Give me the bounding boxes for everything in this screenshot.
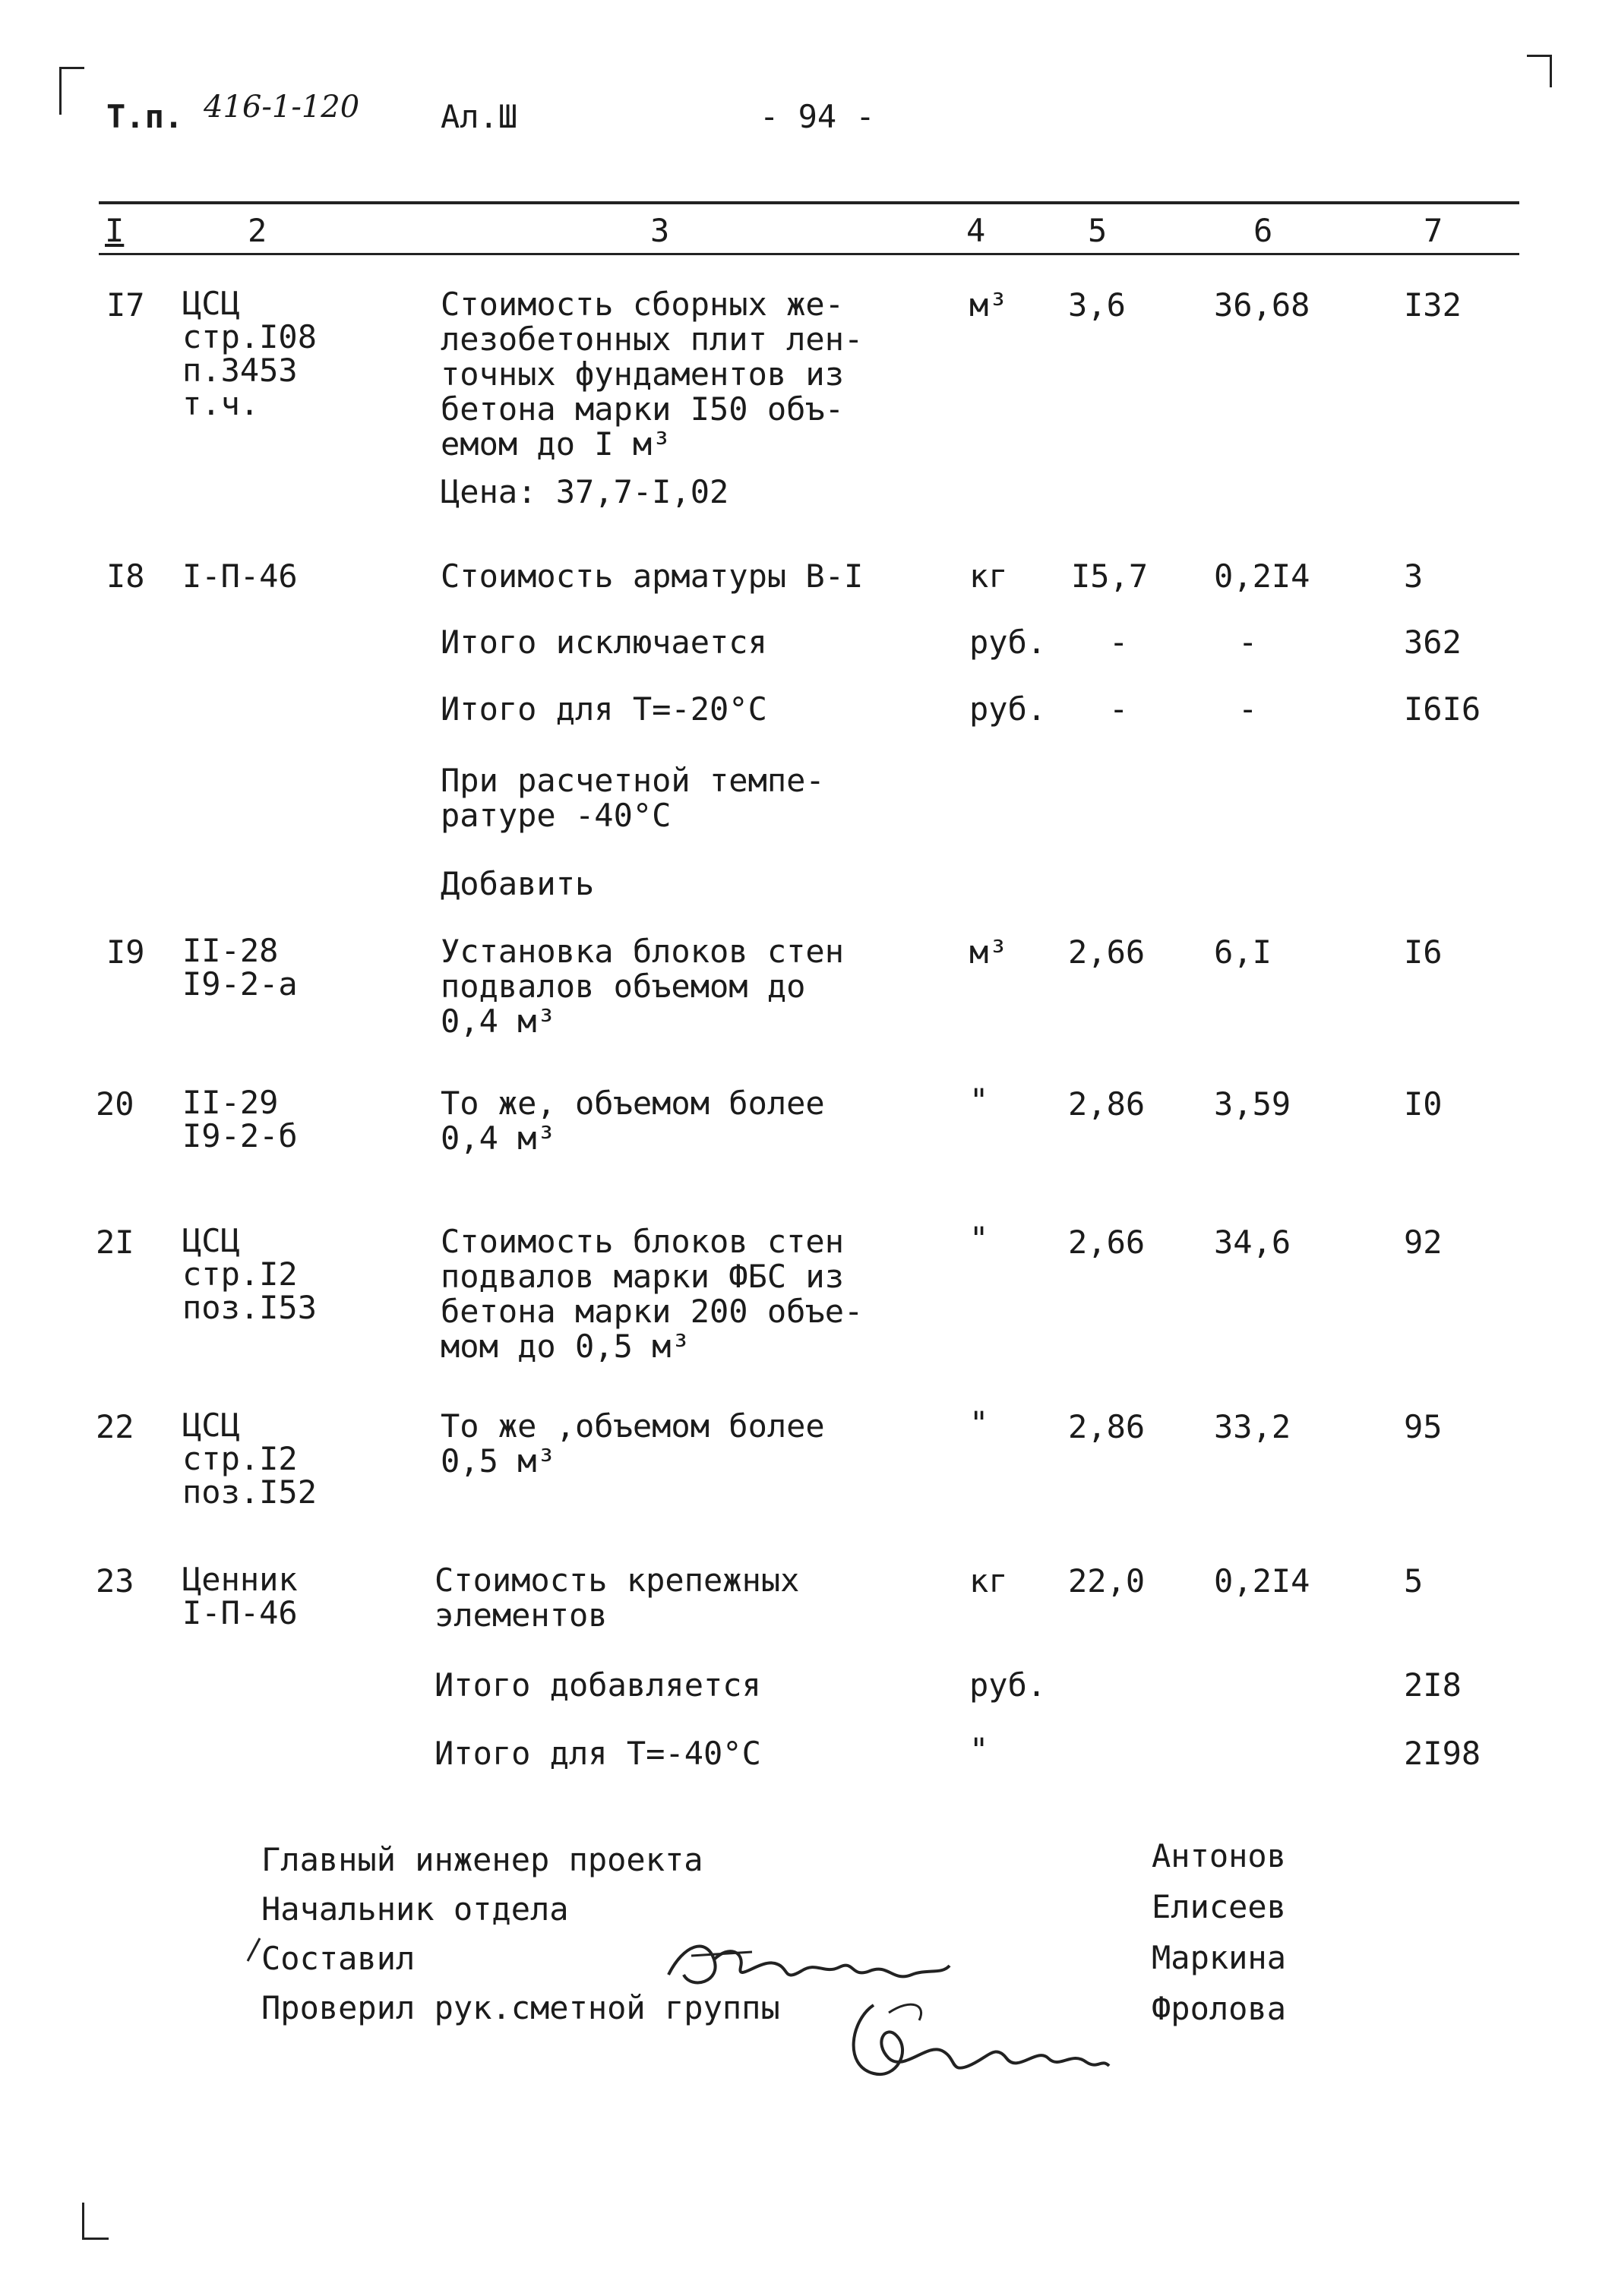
- row-code: Ценник I-П-46: [182, 1561, 298, 1631]
- row-description: То же, объемом более 0,4 м³: [441, 1085, 825, 1157]
- row-total: 2I8: [1404, 1666, 1462, 1704]
- row-number: I9: [106, 933, 145, 971]
- corner-mark-bottom-left: [82, 2203, 109, 2240]
- row-quantity: 22,0: [1068, 1562, 1146, 1600]
- row-total: 3: [1404, 557, 1424, 595]
- row-unit: ": [969, 1220, 989, 1257]
- row-description: Итого исключается: [441, 624, 767, 661]
- column-header: 6: [1253, 212, 1273, 249]
- row-price: 0,2I4: [1214, 557, 1310, 595]
- row-code: ЦСЦ стр.I08 п.3453 т.ч.: [182, 285, 318, 422]
- album-label: Ал.Ш: [441, 98, 518, 135]
- signature-name: Елисеев: [1152, 1888, 1287, 1925]
- column-header: 4: [966, 212, 986, 249]
- row-unit: кг: [969, 1562, 1008, 1600]
- row-total: I0: [1404, 1085, 1443, 1123]
- handwritten-signature: [843, 1990, 1117, 2089]
- page-number: - 94 -: [760, 98, 875, 135]
- row-unit: руб.: [969, 1666, 1047, 1704]
- column-header: 5: [1088, 212, 1108, 249]
- row-description: Установка блоков стен подвалов объемом до 0,4 м³: [441, 933, 845, 1040]
- row-price: 36,68: [1214, 286, 1310, 324]
- project-number: 416-1-120: [204, 90, 360, 125]
- row-total: 2I98: [1404, 1735, 1481, 1772]
- row-number: 20: [96, 1085, 134, 1123]
- row-quantity: I5,7: [1071, 557, 1149, 595]
- section-note: При расчетной темпе- ратуре -40°С: [441, 762, 825, 834]
- row-price: 3,59: [1214, 1085, 1291, 1123]
- signature-role: Начальник отдела: [261, 1890, 569, 1928]
- row-quantity: 2,86: [1068, 1085, 1146, 1123]
- row-code: II-29 I9-2-б: [182, 1084, 298, 1154]
- row-total: I32: [1404, 286, 1462, 324]
- row-description: Стоимость блоков стен подвалов марки ФБС из бетона марки 200 объе- мом до 0,5 м³: [441, 1223, 864, 1365]
- row-description: Итого добавляется: [435, 1666, 761, 1704]
- row-total: 95: [1404, 1408, 1443, 1445]
- row-code: I-П-46: [182, 557, 298, 595]
- row-total: I6: [1404, 933, 1443, 971]
- row-price: -: [1238, 690, 1258, 728]
- column-header: I: [105, 212, 125, 249]
- row-quantity: -: [1109, 690, 1129, 728]
- row-quantity: -: [1109, 624, 1129, 661]
- row-unit: м³: [969, 933, 1008, 971]
- row-unit: ": [969, 1731, 989, 1768]
- row-code: ЦСЦ стр.I2 поз.I52: [182, 1407, 318, 1511]
- row-number: I7: [106, 286, 145, 324]
- row-price: 34,6: [1214, 1224, 1291, 1261]
- row-price: 6,I: [1214, 933, 1272, 971]
- row-description: Итого для Т=-40°С: [435, 1735, 761, 1772]
- column-header: 2: [248, 212, 267, 249]
- row-total: 92: [1404, 1224, 1443, 1261]
- corner-mark-top-right: [1527, 55, 1552, 87]
- handwritten-signature: [661, 1929, 965, 1998]
- row-total: 362: [1404, 624, 1462, 661]
- signature-role: Составил: [261, 1940, 416, 1977]
- row-description: То же ,объемом более 0,5 м³: [441, 1407, 825, 1480]
- row-price: 0,2I4: [1214, 1562, 1310, 1600]
- row-total: 5: [1404, 1562, 1424, 1600]
- signature-name: Антонов: [1152, 1837, 1287, 1874]
- row-quantity: 2,66: [1068, 1224, 1146, 1261]
- row-note: Цена: 37,7-I,02: [441, 473, 729, 510]
- signature-name: Маркина: [1152, 1939, 1287, 1976]
- row-number: I8: [106, 557, 145, 595]
- project-prefix: Т.п.: [106, 98, 184, 135]
- column-header: 3: [650, 212, 670, 249]
- row-price: -: [1238, 624, 1258, 661]
- signature-role: Главный инженер проекта: [261, 1841, 703, 1878]
- signature-name: Фролова: [1152, 1990, 1287, 2027]
- row-code: ЦСЦ стр.I2 поз.I53: [182, 1222, 318, 1326]
- row-unit: ": [969, 1082, 989, 1119]
- row-number: 22: [96, 1408, 134, 1445]
- row-description: Стоимость сборных же- лезобетонных плит лен- точных фундаментов из бетона марки I50 объ- емом до I м³: [441, 286, 864, 463]
- row-number: 23: [96, 1562, 134, 1600]
- row-code: II-28 I9-2-а: [182, 932, 298, 1003]
- column-header: 7: [1424, 212, 1443, 249]
- section-heading: Добавить: [441, 865, 595, 902]
- row-description: Стоимость крепежных элементов: [435, 1562, 800, 1634]
- row-description: Стоимость арматуры В-I: [441, 557, 864, 595]
- row-unit: ": [969, 1404, 989, 1442]
- row-number: 2I: [96, 1224, 134, 1261]
- row-description: Итого для Т=-20°С: [441, 690, 767, 728]
- table-top-rule: [99, 201, 1519, 204]
- check-mark: [245, 1935, 263, 1966]
- row-quantity: 2,86: [1068, 1408, 1146, 1445]
- row-quantity: 2,66: [1068, 933, 1146, 971]
- table-header-rule: [99, 253, 1519, 255]
- row-unit: руб.: [969, 690, 1047, 728]
- row-price: 33,2: [1214, 1408, 1291, 1445]
- row-quantity: 3,6: [1068, 286, 1126, 324]
- corner-mark-top-left: [59, 67, 84, 115]
- signature-role: Проверил рук.сметной группы: [261, 1989, 780, 2026]
- row-unit: м³: [969, 286, 1008, 324]
- row-unit: руб.: [969, 624, 1047, 661]
- row-total: I6I6: [1404, 690, 1481, 728]
- row-unit: кг: [969, 557, 1008, 595]
